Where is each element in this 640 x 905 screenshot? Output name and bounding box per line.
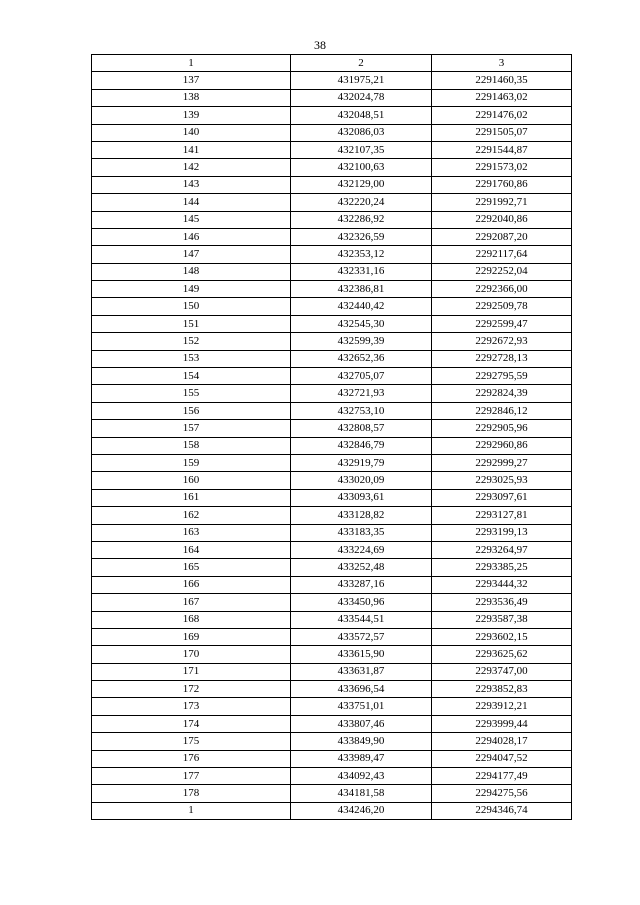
table-row — [92, 628, 572, 645]
column-header: 2 — [291, 55, 432, 72]
x-coordinate-cell: 432705,07 — [291, 368, 432, 385]
y-coordinate-cell: 2293199,13 — [432, 524, 572, 541]
x-coordinate-cell: 432286,92 — [291, 211, 432, 228]
point-number-cell: 159 — [92, 454, 291, 471]
point-number-cell: 150 — [92, 298, 291, 315]
x-coordinate-cell: 433696,54 — [291, 681, 432, 698]
table-row — [92, 402, 572, 419]
x-coordinate-cell: 432808,57 — [291, 420, 432, 437]
table-row — [92, 715, 572, 732]
y-coordinate-cell: 2294346,74 — [432, 802, 572, 819]
x-coordinate-cell: 432721,93 — [291, 385, 432, 402]
y-coordinate-cell: 2291573,02 — [432, 159, 572, 176]
y-coordinate-cell: 2292846,12 — [432, 402, 572, 419]
x-coordinate-cell: 432753,10 — [291, 402, 432, 419]
table-row — [92, 194, 572, 211]
x-coordinate-cell: 433751,01 — [291, 698, 432, 715]
y-coordinate-cell: 2293536,49 — [432, 594, 572, 611]
x-coordinate-cell: 433287,16 — [291, 576, 432, 593]
x-coordinate-cell: 433020,09 — [291, 472, 432, 489]
table-row — [92, 385, 572, 402]
y-coordinate-cell: 2294275,56 — [432, 785, 572, 802]
point-number-cell: 154 — [92, 368, 291, 385]
x-coordinate-cell: 433183,35 — [291, 524, 432, 541]
table-row — [92, 107, 572, 124]
table-row — [92, 750, 572, 767]
y-coordinate-cell: 2292509,78 — [432, 298, 572, 315]
table-row — [92, 124, 572, 141]
x-coordinate-cell: 433450,96 — [291, 594, 432, 611]
point-number-cell: 151 — [92, 315, 291, 332]
table-row — [92, 663, 572, 680]
y-coordinate-cell: 2292795,59 — [432, 368, 572, 385]
point-number-cell: 167 — [92, 594, 291, 611]
table-row — [92, 72, 572, 89]
table-header-row — [92, 55, 572, 72]
table-row — [92, 507, 572, 524]
table-row — [92, 594, 572, 611]
point-number-cell: 155 — [92, 385, 291, 402]
point-number-cell: 147 — [92, 246, 291, 263]
x-coordinate-cell: 432326,59 — [291, 228, 432, 245]
point-number-cell: 142 — [92, 159, 291, 176]
y-coordinate-cell: 2293264,97 — [432, 541, 572, 558]
x-coordinate-cell: 433849,90 — [291, 733, 432, 750]
table-row — [92, 541, 572, 558]
column-header: 3 — [432, 55, 572, 72]
y-coordinate-cell: 2293999,44 — [432, 715, 572, 732]
y-coordinate-cell: 2293127,81 — [432, 507, 572, 524]
x-coordinate-cell: 434246,20 — [291, 802, 432, 819]
point-number-cell: 161 — [92, 489, 291, 506]
table-row — [92, 454, 572, 471]
table-row — [92, 785, 572, 802]
table-row — [92, 559, 572, 576]
x-coordinate-cell: 432545,30 — [291, 315, 432, 332]
y-coordinate-cell: 2293912,21 — [432, 698, 572, 715]
table-row — [92, 211, 572, 228]
y-coordinate-cell: 2292728,13 — [432, 350, 572, 367]
x-coordinate-cell: 432599,39 — [291, 333, 432, 350]
x-coordinate-cell: 432107,35 — [291, 141, 432, 158]
table-row — [92, 472, 572, 489]
x-coordinate-cell: 433807,46 — [291, 715, 432, 732]
point-number-cell: 165 — [92, 559, 291, 576]
x-coordinate-cell: 433093,61 — [291, 489, 432, 506]
point-number-cell: 176 — [92, 750, 291, 767]
y-coordinate-cell: 2292672,93 — [432, 333, 572, 350]
table-row — [92, 611, 572, 628]
y-coordinate-cell: 2291760,86 — [432, 176, 572, 193]
y-coordinate-cell: 2293602,15 — [432, 628, 572, 645]
table-row — [92, 489, 572, 506]
y-coordinate-cell: 2291476,02 — [432, 107, 572, 124]
point-number-cell: 140 — [92, 124, 291, 141]
x-coordinate-cell: 432846,79 — [291, 437, 432, 454]
x-coordinate-cell: 432100,63 — [291, 159, 432, 176]
point-number-cell: 178 — [92, 785, 291, 802]
x-coordinate-cell: 432652,36 — [291, 350, 432, 367]
table-row — [92, 141, 572, 158]
x-coordinate-cell: 433572,57 — [291, 628, 432, 645]
table-row — [92, 333, 572, 350]
y-coordinate-cell: 2292040,86 — [432, 211, 572, 228]
y-coordinate-cell: 2291463,02 — [432, 89, 572, 106]
table-row — [92, 298, 572, 315]
table-row — [92, 768, 572, 785]
x-coordinate-cell: 433224,69 — [291, 541, 432, 558]
y-coordinate-cell: 2293747,00 — [432, 663, 572, 680]
x-coordinate-cell: 432386,81 — [291, 281, 432, 298]
table-row — [92, 315, 572, 332]
point-number-cell: 171 — [92, 663, 291, 680]
table-row — [92, 89, 572, 106]
table-row — [92, 246, 572, 263]
point-number-cell: 153 — [92, 350, 291, 367]
y-coordinate-cell: 2292599,47 — [432, 315, 572, 332]
point-number-cell: 164 — [92, 541, 291, 558]
x-coordinate-cell: 432024,78 — [291, 89, 432, 106]
point-number-cell: 168 — [92, 611, 291, 628]
x-coordinate-cell: 433615,90 — [291, 646, 432, 663]
y-coordinate-cell: 2292960,86 — [432, 437, 572, 454]
y-coordinate-cell: 2292117,64 — [432, 246, 572, 263]
point-number-cell: 139 — [92, 107, 291, 124]
point-number-cell: 175 — [92, 733, 291, 750]
point-number-cell: 163 — [92, 524, 291, 541]
page-number: 38 — [314, 38, 326, 52]
point-number-cell: 149 — [92, 281, 291, 298]
point-number-cell: 1 — [92, 802, 291, 819]
x-coordinate-cell: 433989,47 — [291, 750, 432, 767]
table-row — [92, 176, 572, 193]
point-number-cell: 152 — [92, 333, 291, 350]
x-coordinate-cell: 432440,42 — [291, 298, 432, 315]
x-coordinate-cell: 432353,12 — [291, 246, 432, 263]
point-number-cell: 173 — [92, 698, 291, 715]
y-coordinate-cell: 2292087,20 — [432, 228, 572, 245]
point-number-cell: 172 — [92, 681, 291, 698]
point-number-cell: 162 — [92, 507, 291, 524]
point-number-cell: 156 — [92, 402, 291, 419]
y-coordinate-cell: 2294028,17 — [432, 733, 572, 750]
point-number-cell: 169 — [92, 628, 291, 645]
point-number-cell: 158 — [92, 437, 291, 454]
table-row — [92, 420, 572, 437]
y-coordinate-cell: 2293852,83 — [432, 681, 572, 698]
table-row — [92, 437, 572, 454]
x-coordinate-cell: 432129,00 — [291, 176, 432, 193]
y-coordinate-cell: 2292999,27 — [432, 454, 572, 471]
table-row — [92, 368, 572, 385]
x-coordinate-cell: 433252,48 — [291, 559, 432, 576]
table-row — [92, 698, 572, 715]
x-coordinate-cell: 432331,16 — [291, 263, 432, 280]
point-number-cell: 143 — [92, 176, 291, 193]
y-coordinate-cell: 2292366,00 — [432, 281, 572, 298]
point-number-cell: 148 — [92, 263, 291, 280]
point-number-cell: 177 — [92, 768, 291, 785]
table-row — [92, 263, 572, 280]
y-coordinate-cell: 2292905,96 — [432, 420, 572, 437]
y-coordinate-cell: 2292252,04 — [432, 263, 572, 280]
x-coordinate-cell: 431975,21 — [291, 72, 432, 89]
point-number-cell: 141 — [92, 141, 291, 158]
table-row — [92, 350, 572, 367]
x-coordinate-cell: 432919,79 — [291, 454, 432, 471]
point-number-cell: 137 — [92, 72, 291, 89]
point-number-cell: 138 — [92, 89, 291, 106]
y-coordinate-cell: 2293587,38 — [432, 611, 572, 628]
y-coordinate-cell: 2293625,62 — [432, 646, 572, 663]
x-coordinate-cell: 433544,51 — [291, 611, 432, 628]
y-coordinate-cell: 2293444,32 — [432, 576, 572, 593]
x-coordinate-cell: 433128,82 — [291, 507, 432, 524]
y-coordinate-cell: 2291992,71 — [432, 194, 572, 211]
y-coordinate-cell: 2294177,49 — [432, 768, 572, 785]
y-coordinate-cell: 2291460,35 — [432, 72, 572, 89]
table-row — [92, 576, 572, 593]
y-coordinate-cell: 2293097,61 — [432, 489, 572, 506]
column-header: 1 — [92, 55, 291, 72]
x-coordinate-cell: 432086,03 — [291, 124, 432, 141]
y-coordinate-cell: 2292824,39 — [432, 385, 572, 402]
point-number-cell: 160 — [92, 472, 291, 489]
x-coordinate-cell: 433631,87 — [291, 663, 432, 680]
table-row — [92, 228, 572, 245]
point-number-cell: 146 — [92, 228, 291, 245]
point-number-cell: 174 — [92, 715, 291, 732]
y-coordinate-cell: 2293385,25 — [432, 559, 572, 576]
coordinates-table — [91, 54, 572, 820]
point-number-cell: 170 — [92, 646, 291, 663]
y-coordinate-cell: 2294047,52 — [432, 750, 572, 767]
table-row — [92, 524, 572, 541]
x-coordinate-cell: 432220,24 — [291, 194, 432, 211]
x-coordinate-cell: 434181,58 — [291, 785, 432, 802]
table-row — [92, 646, 572, 663]
point-number-cell: 144 — [92, 194, 291, 211]
point-number-cell: 166 — [92, 576, 291, 593]
x-coordinate-cell: 434092,43 — [291, 768, 432, 785]
table-row — [92, 681, 572, 698]
table-row — [92, 159, 572, 176]
point-number-cell: 157 — [92, 420, 291, 437]
table-row — [92, 733, 572, 750]
table-row — [92, 802, 572, 819]
table-body — [92, 72, 572, 820]
y-coordinate-cell: 2293025,93 — [432, 472, 572, 489]
point-number-cell: 145 — [92, 211, 291, 228]
table-row — [92, 281, 572, 298]
y-coordinate-cell: 2291505,07 — [432, 124, 572, 141]
y-coordinate-cell: 2291544,87 — [432, 141, 572, 158]
x-coordinate-cell: 432048,51 — [291, 107, 432, 124]
